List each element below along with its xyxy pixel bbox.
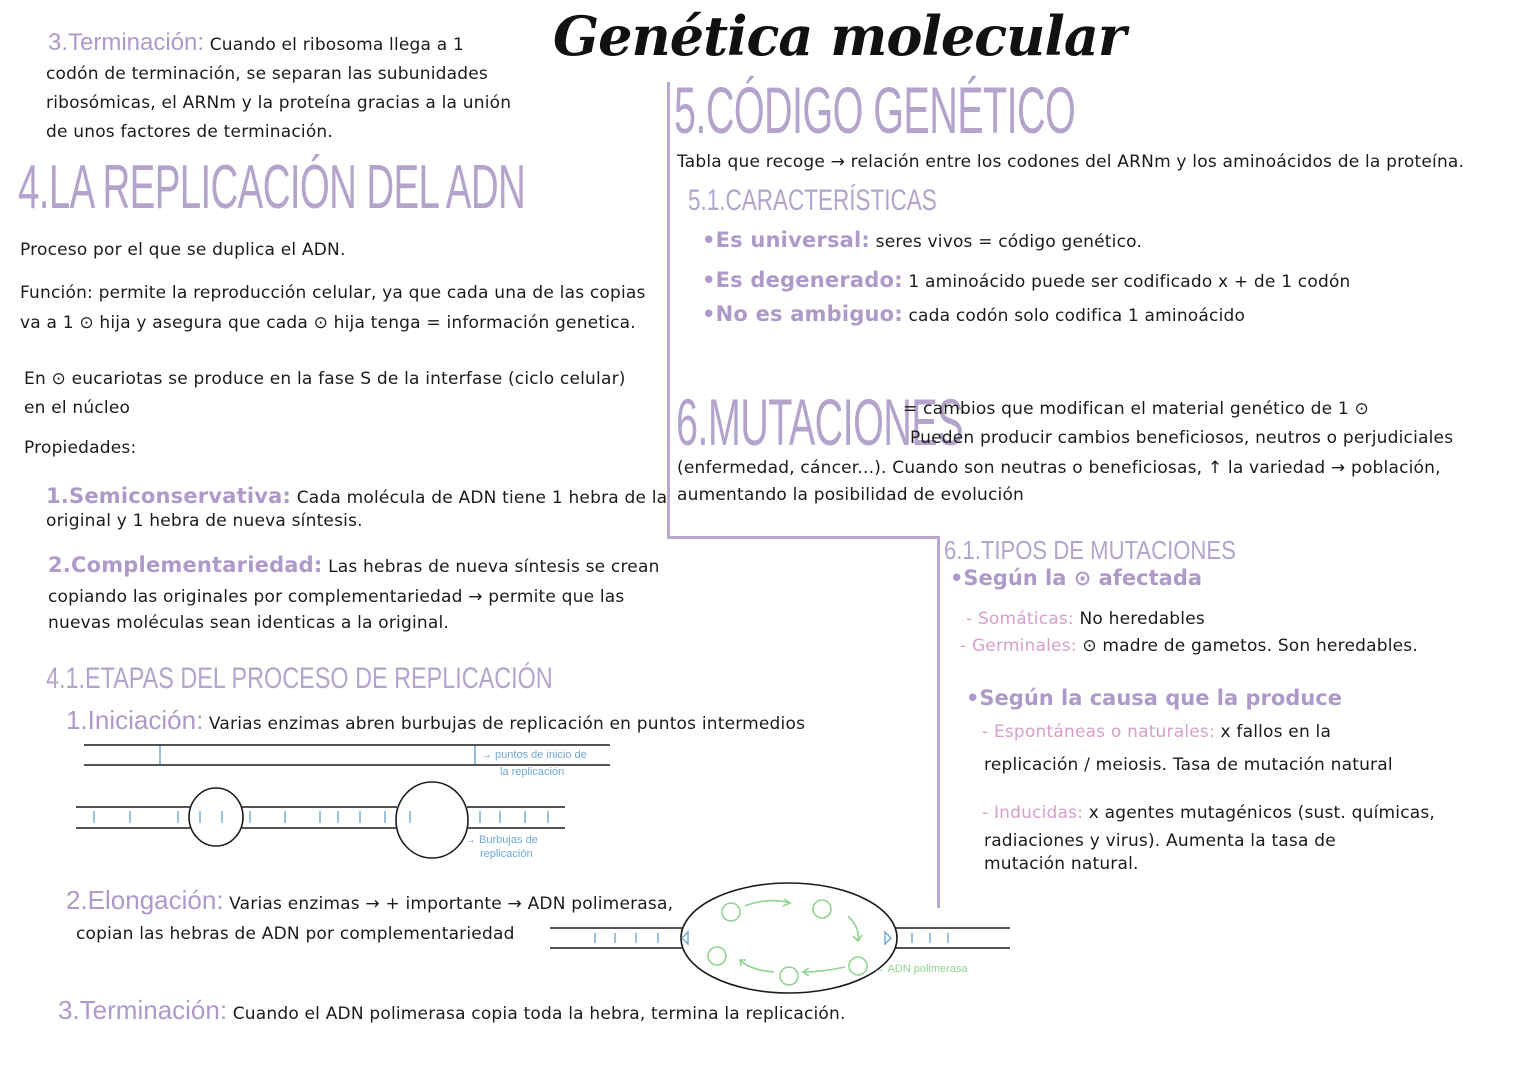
mutations-def-line4: aumentando la posibilidad de evolución	[677, 485, 1025, 505]
termination-label: 3.Terminación:	[48, 29, 205, 56]
char3-text: cada codón solo codifica 1 aminoácido	[908, 306, 1246, 326]
prop1-line1: Cada molécula de ADN tiene 1 hebra de la	[296, 488, 668, 508]
by-cell-label: •Según la ⊙ afectada	[950, 566, 1203, 590]
elongation-bubble	[681, 883, 897, 993]
induced-line1: x agentes mutagénicos (sust. químicas,	[1088, 803, 1436, 823]
origin-label-line2: la replicación	[500, 766, 565, 778]
stage3-text: Cuando el ADN polimerasa copia toda la hebra, termina la replicación.	[232, 1004, 846, 1024]
char3-label: •No es ambiguo:	[702, 302, 903, 326]
replication-eukaryote-line1: En ⊙ eucariotas se produce en la fase S de la interfase (ciclo celular)	[24, 369, 626, 389]
polymerase-label: → ADN polimerasa	[874, 963, 968, 975]
replication-function-line1: Función: permite la reproducción celular, ya que cada una de las copias	[20, 283, 646, 303]
char1-label: •Es universal:	[702, 228, 871, 252]
replication-bubble-large	[396, 782, 468, 858]
stage3-label: 3.Terminación:	[58, 995, 228, 1025]
mutations-heading: 6.MUTACIONES	[676, 385, 963, 459]
induced-label: - Inducidas:	[982, 803, 1084, 823]
replication-function-line2: va a 1 ⊙ hija y asegura que cada ⊙ hija tenga = información genetica.	[20, 313, 636, 333]
mutations-def-line3: (enfermedad, cáncer...). Cuando son neutras o beneficiosas, ↑ la variedad → población,	[677, 458, 1441, 478]
genetic-code-definition: Tabla que recoge → relación entre los codones del ARNm y los aminoácidos de la proteína.	[677, 152, 1465, 172]
stage2-line1: Varias enzimas → + importante → ADN polimerasa,	[229, 894, 674, 914]
mutation-types-heading: 6.1.TIPOS DE MUTACIONES	[944, 535, 1236, 565]
char1-text: seres vivos = código genético.	[875, 232, 1143, 252]
origin-label-line1: → puntos de inicio de	[481, 749, 587, 761]
properties-label: Propiedades:	[24, 438, 137, 458]
genetic-code-heading: 5.CÓDIGO GENÉTICO	[674, 73, 1076, 147]
prop2-line3: nuevas moléculas sean identicas a la original.	[48, 613, 449, 633]
replication-eukaryote-line2: en el núcleo	[24, 398, 131, 418]
polymerase-circle	[780, 967, 798, 985]
prop2-label: 2.Complementariedad:	[48, 553, 323, 577]
germinal-label: - Germinales:	[960, 636, 1077, 656]
page-title: Genética molecular	[553, 4, 1126, 68]
termination-line3: ribosómicas, el ARNm y la proteína gracias a la unión	[46, 93, 512, 113]
char2-label: •Es degenerado:	[702, 268, 903, 292]
mutations-def-line2: Pueden producir cambios beneficiosos, neutros o perjudiciales	[910, 428, 1454, 448]
replication-definition: Proceso por el que se duplica el ADN.	[20, 240, 346, 260]
stages-heading: 4.1.ETAPAS DEL PROCESO DE REPLICACIÓN	[46, 662, 553, 695]
bubble-label-line2: replicación	[480, 848, 533, 860]
polymerase-circle	[813, 900, 831, 918]
bubble-label-line1: → Burbujas de	[465, 834, 538, 846]
germinal-text: ⊙ madre de gametos. Son heredables.	[1082, 636, 1418, 656]
stage1-label: 1.Iniciación:	[66, 705, 204, 735]
termination-line1: Cuando el ribosoma llega a 1	[209, 35, 465, 55]
stage2-label: 2.Elongación:	[66, 885, 224, 915]
prop1-label: 1.Semiconservativa:	[46, 484, 292, 508]
prop1-line2: original y 1 hebra de nueva síntesis.	[46, 511, 363, 531]
char2-text: 1 aminoácido puede ser codificado x + de 1 codón	[908, 272, 1351, 292]
prop2-line1: Las hebras de nueva síntesis se crean	[328, 557, 660, 577]
termination-line2: codón de terminación, se separan las subunidades	[46, 64, 488, 84]
polymerase-circle	[849, 957, 867, 975]
induced-line2: radiaciones y virus). Aumenta la tasa de	[984, 831, 1336, 851]
stage2-line2: copian las hebras de ADN por complementariedad	[76, 924, 515, 944]
mutations-def-line1: = cambios que modifican el material genético de 1 ⊙	[903, 399, 1369, 419]
prop2-line2: copiando las originales por complementariedad → permite que las	[48, 587, 625, 607]
stage1-text: Varias enzimas abren burbujas de replicación en puntos intermedios	[208, 714, 806, 734]
characteristics-heading: 5.1.CARACTERÍSTICAS	[688, 184, 937, 217]
somatic-label: - Somáticas:	[966, 609, 1074, 629]
somatic-text: No heredables	[1079, 609, 1205, 629]
spontaneous-label: - Espontáneas o naturales:	[982, 722, 1215, 742]
spontaneous-line1: x fallos en la	[1220, 722, 1332, 742]
termination-line4: de unos factores de terminación.	[46, 122, 334, 142]
polymerase-circle	[708, 947, 726, 965]
replication-bubble-small	[189, 788, 243, 846]
by-cause-label: •Según la causa que la produce	[966, 686, 1342, 710]
spontaneous-line2: replicación / meiosis. Tasa de mutación natural	[984, 755, 1393, 775]
replication-heading: 4.LA REPLICACIÓN DEL ADN	[18, 153, 526, 222]
polymerase-circle	[722, 903, 740, 921]
induced-line3: mutación natural.	[984, 854, 1139, 874]
